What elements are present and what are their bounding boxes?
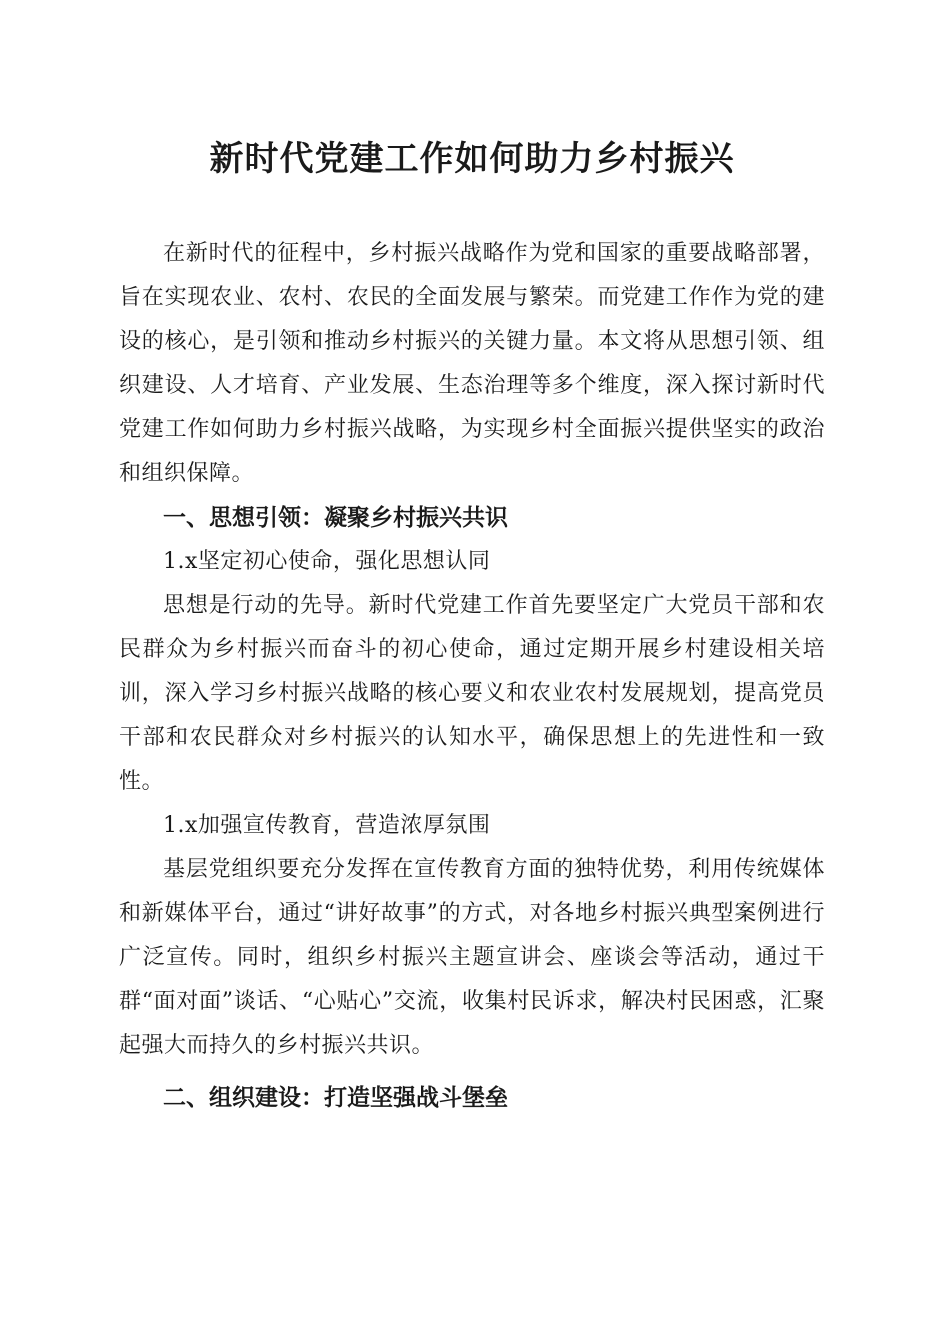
section-heading-2: 二、组织建设：打造坚强战斗堡垒 — [163, 1085, 508, 1111]
subsection-body-1-1: 思想是行动的先导。新时代党建工作首先要坚定广大党员干部和农民群众为乡村振兴而奋斗的初心使命，通过定期开展乡村建设相关培训，深入学习乡村振兴战略的核心要义和农业农村发展规划，提高党员干部和农民群众对乡村振兴的认知水平，确保思想上的先进性和一致性。 — [119, 593, 825, 794]
document-title: 新时代党建工作如何助力乡村振兴 — [209, 139, 735, 179]
intro-paragraph: 在新时代的征程中，乡村振兴战略作为党和国家的重要战略部署，旨在实现农业、农村、农民的全面发展与繁荣。而党建工作作为党的建设的核心，是引领和推动乡村振兴的关键力量。本文将从思想引领、组织建设、人才培育、产业发展、生态治理等多个维度，深入探讨新时代党建工作如何助力乡村振兴战略，为实现乡村全面振兴提供坚实的政治和组织保障。 — [119, 241, 825, 486]
subsection-title-1-1: 1.x坚定初心使命，强化思想认同 — [163, 549, 491, 574]
document-body — [119, 132, 825, 1120]
subsection-body-1-2: 基层党组织要充分发挥在宣传教育方面的独特优势，利用传统媒体和新媒体平台，通过“讲好故事”的方式，对各地乡村振兴典型案例进行广泛宣传。同时，组织乡村振兴主题宣讲会、座谈会等活动，通过干群“面对面”谈话、“心贴心”交流，收集村民诉求，解决村民困惑，汇聚起强大而持久的乡村振兴共识。 — [119, 857, 825, 1058]
subsection-title-1-2: 1.x加强宣传教育，营造浓厚氛围 — [163, 813, 491, 838]
section-heading-1: 一、思想引领：凝聚乡村振兴共识 — [163, 505, 508, 531]
